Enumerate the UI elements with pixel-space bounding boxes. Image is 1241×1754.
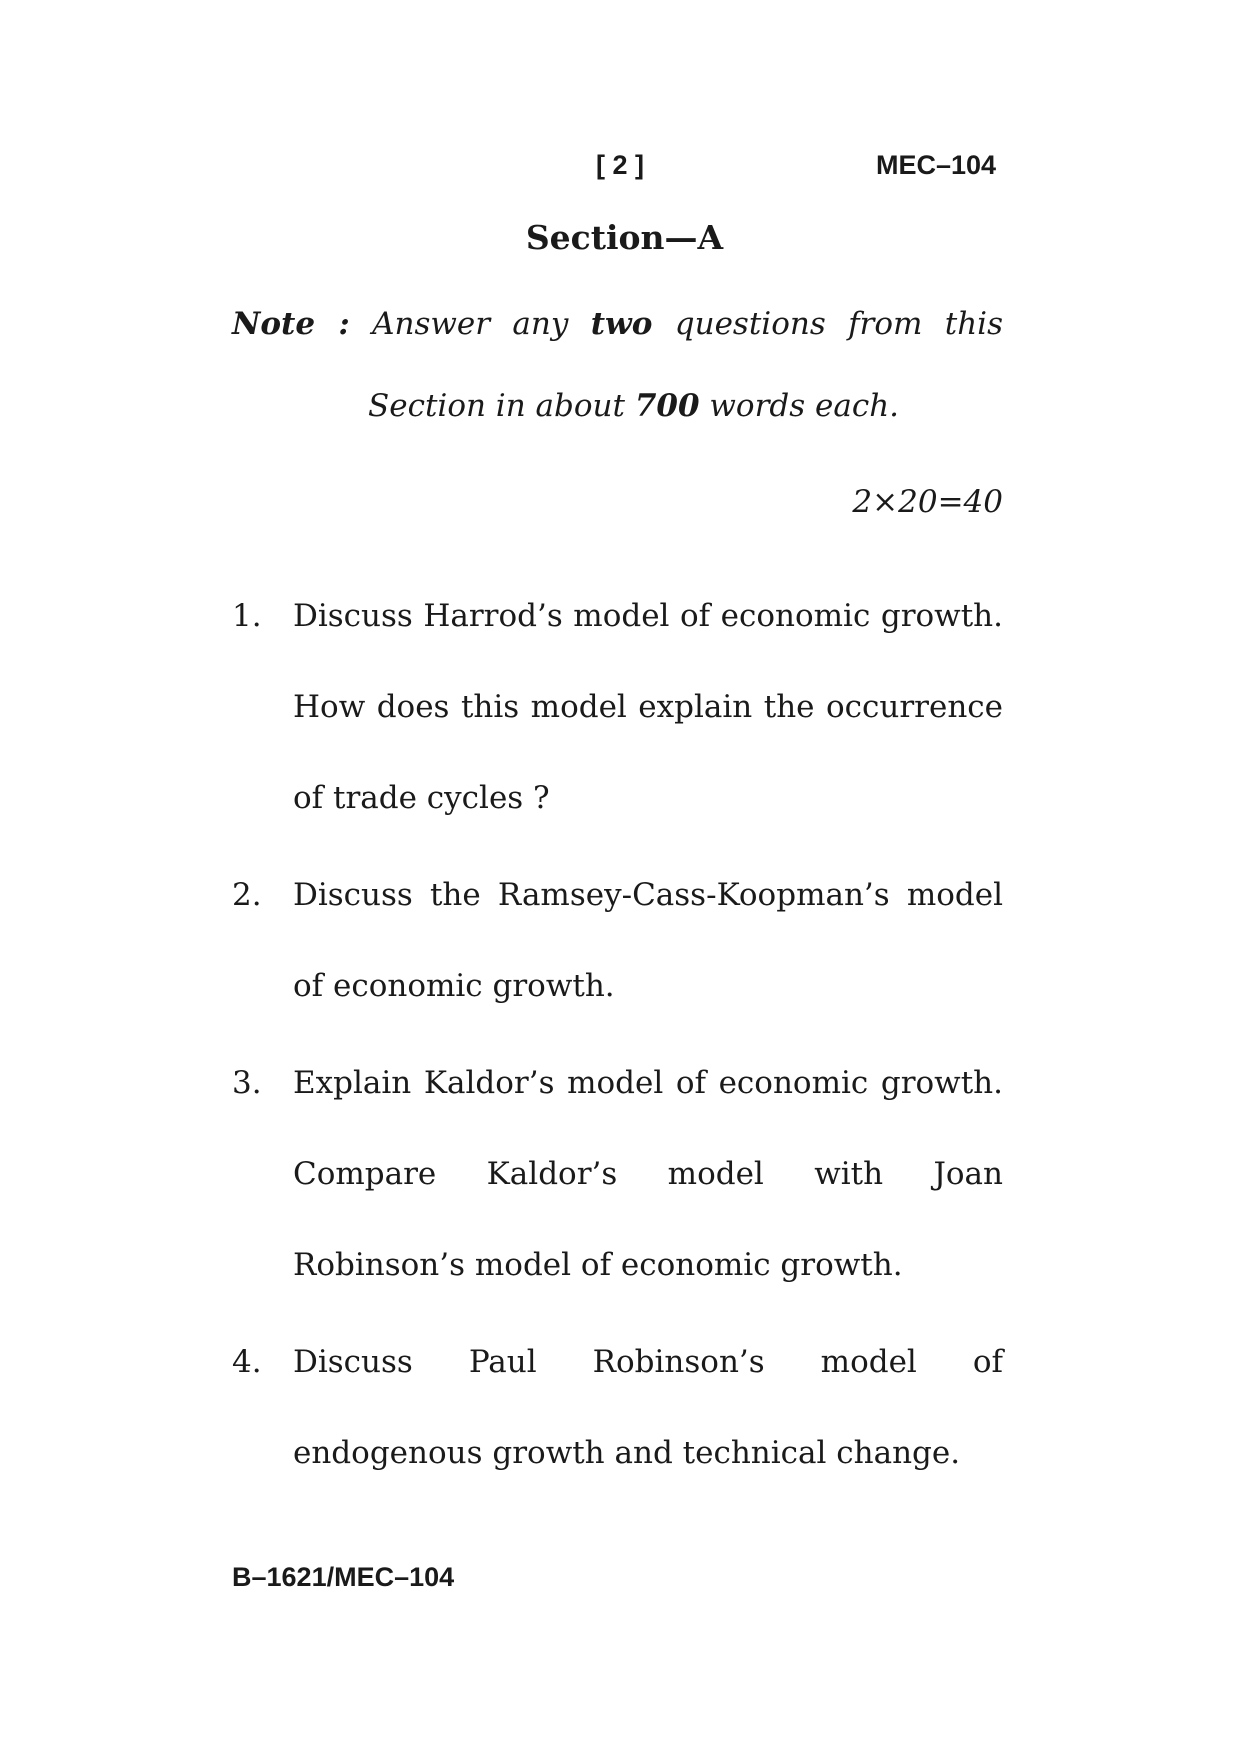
question-1-line-3: of trade cycles ? [293,780,550,816]
question-1-number: 1. [232,598,262,634]
question-1-line-2: How does this model explain the occurrence [293,689,1003,725]
note-text-4: words each. [709,388,900,424]
note-bold-count: two [590,306,653,342]
section-title: Section—A [525,218,724,257]
note-text-1: Answer any [372,306,569,342]
question-1-line-1: Discuss Harrod’s model of economic growth. [293,598,1003,634]
note-line-2 [368,388,899,424]
course-code-header: MEC–104 [876,150,997,180]
note-line-1 [232,306,1003,342]
marks-distribution: 2×20=40 [852,484,1003,520]
question-2-line-1: Discuss the Ramsey-Cass-Koopman’s model [293,877,1003,913]
note-label: Note : [232,306,350,342]
question-4-number: 4. [232,1344,262,1380]
question-2-number: 2. [232,877,262,913]
footer-paper-code: B–1621/MEC–104 [232,1562,455,1592]
question-4-line-1: Discuss Paul Robinson’s model of [293,1344,1003,1380]
note-text-2: questions from this [674,306,1004,342]
question-4-line-2: endogenous growth and technical change. [293,1435,961,1471]
note-bold-words: 700 [634,388,700,424]
question-3-line-3: Robinson’s model of economic growth. [293,1247,903,1283]
question-3-line-2: Compare Kaldor’s model with Joan [293,1156,1003,1192]
question-2-line-2: of economic growth. [293,968,615,1004]
question-3-line-1: Explain Kaldor’s model of economic growth. [293,1065,1003,1101]
page-number: [ 2 ] [596,150,645,180]
question-3-number: 3. [232,1065,262,1101]
note-text-3: Section in about [368,388,625,424]
